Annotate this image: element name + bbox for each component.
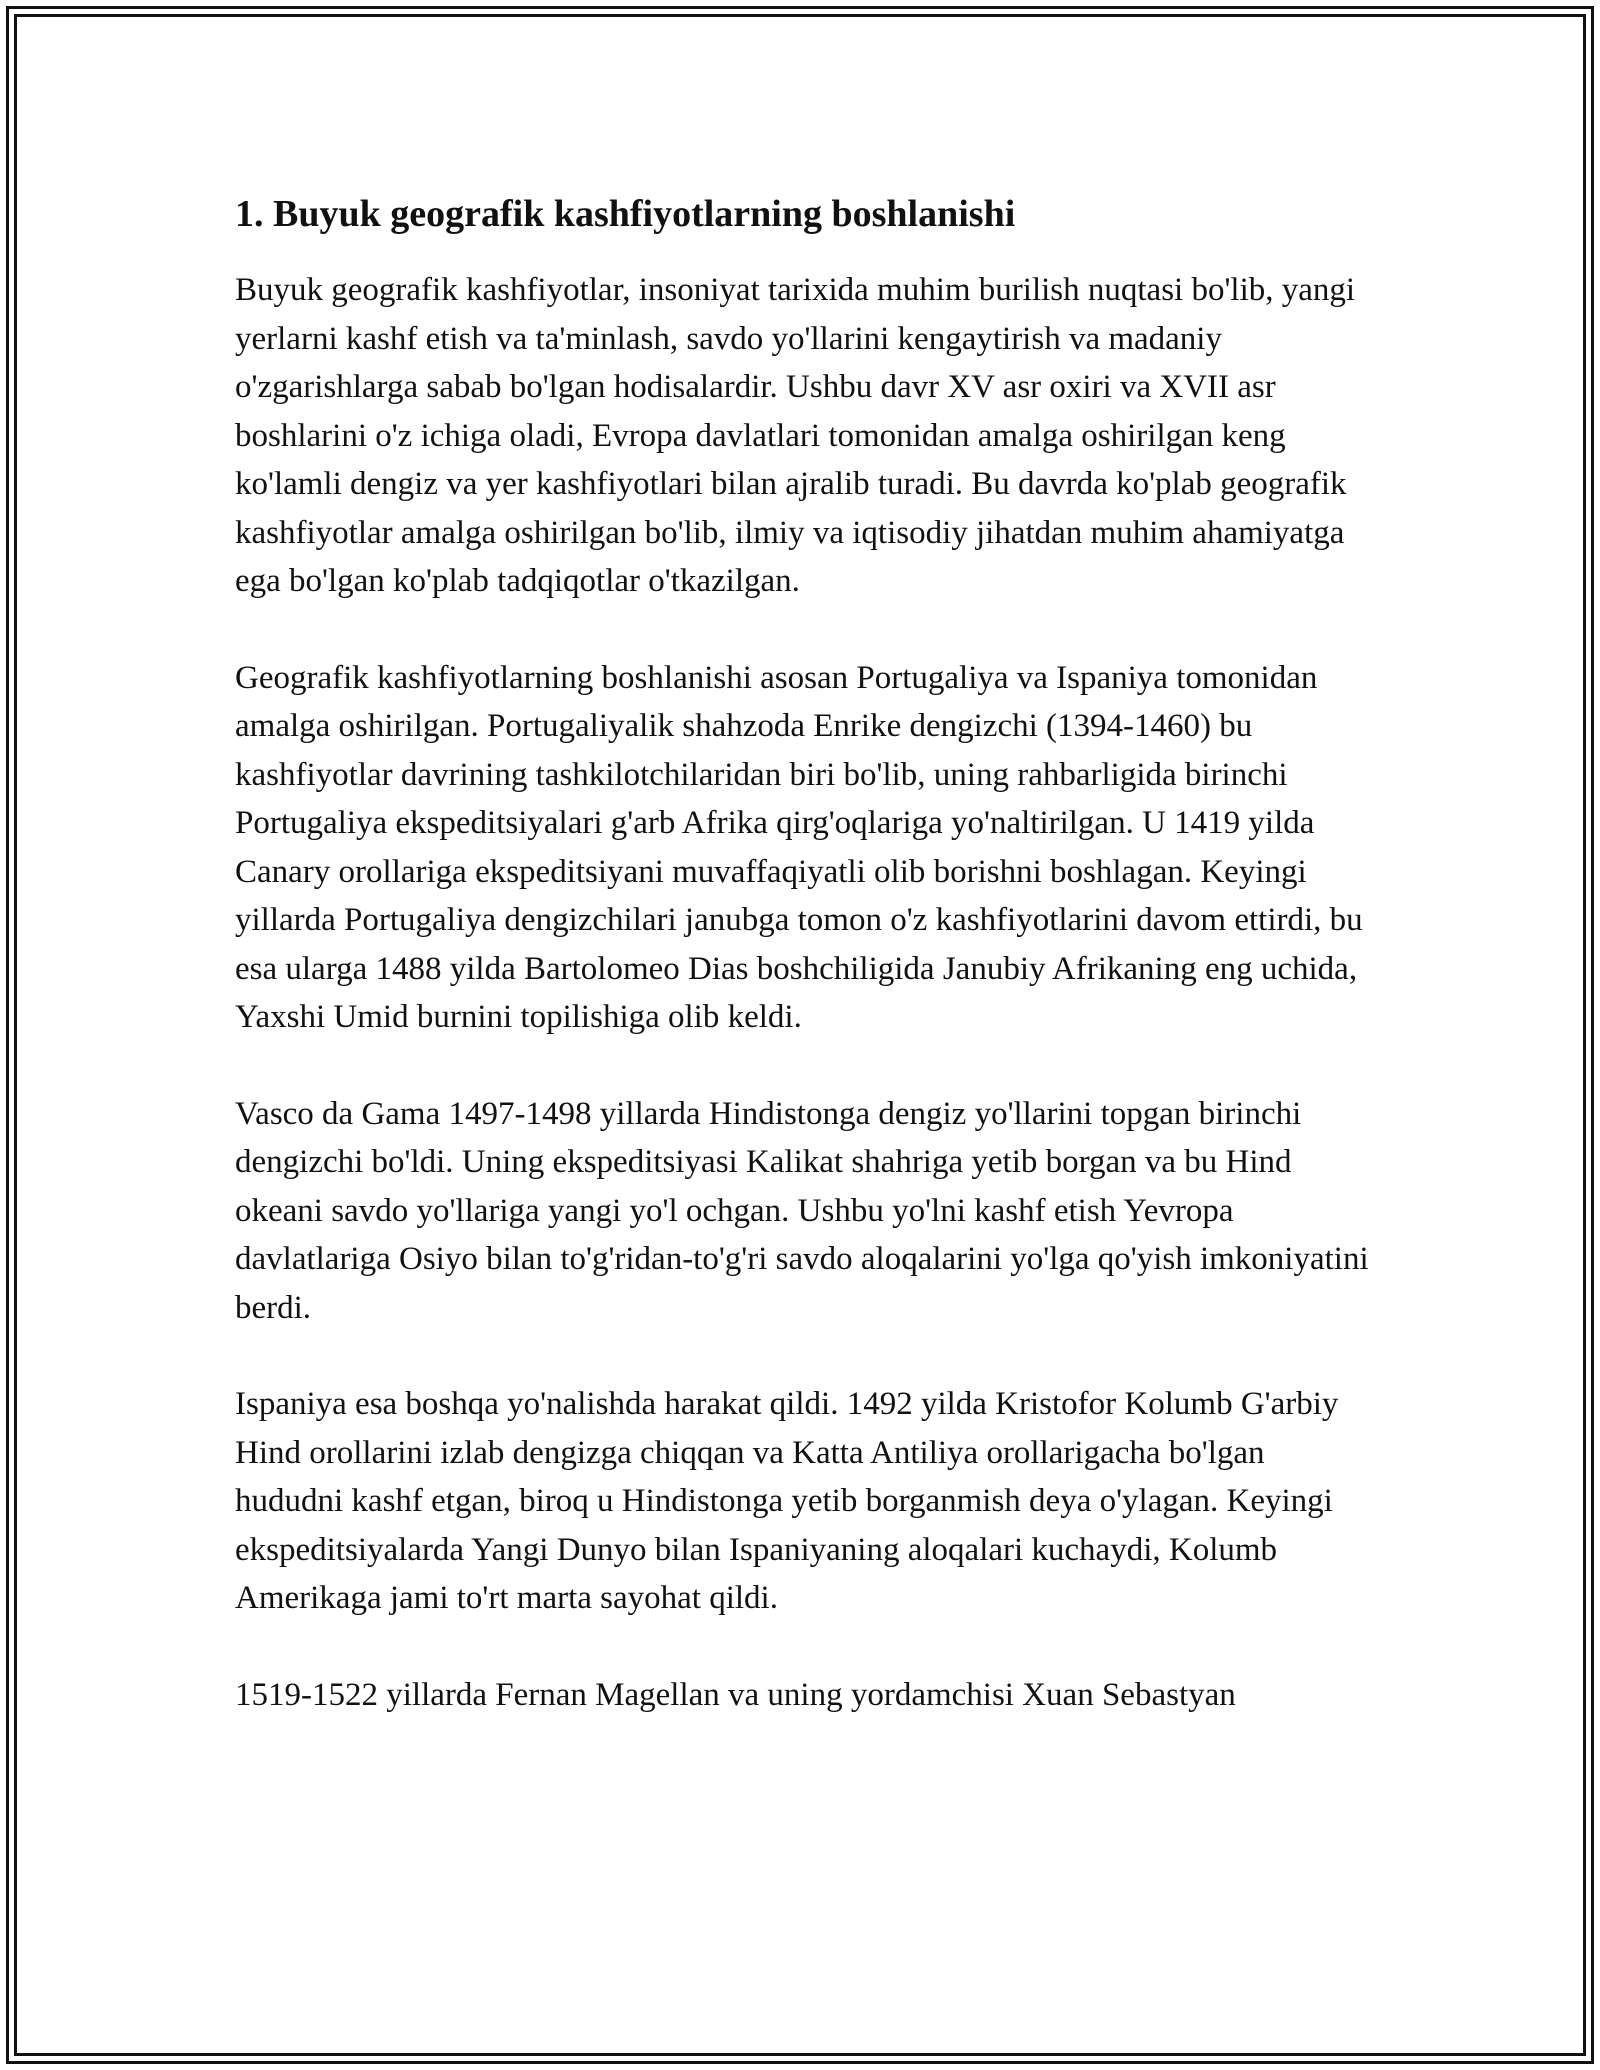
section-heading: 1. Buyuk geografik kashfiyotlarning boshlanishi [235, 193, 1016, 235]
paragraph-introduction: Buyuk geografik kashfiyotlar, insoniyat tarixida muhim burilish nuqtasi bo'lib, yangi yerlarni kashf etish va ta'minlash, savdo yo'llarini kengaytirish va madaniy o'zgarishlarga sabab bo'lgan hodisalardir. Ushbu davr XV asr oxiri va XVII asr boshlarini o'z ichiga oladi, Evropa davlatlari tomonidan amalga oshirilgan keng ko'lamli dengiz va yer kashfiyotlari bilan ajralib turadi. Bu davrda ko'plab geografik kashfiyotlar amalga oshirilgan bo'lib, ilmiy va iqtisodiy jihatdan muhim ahamiyatga ega bo'lgan ko'plab tadqiqotlar o'tkazilgan. [235, 272, 1356, 599]
paragraph-spain-columbus: Ispaniya esa boshqa yo'nalishda harakat qildi. 1492 yilda Kristofor Kolumb G'arbiy Hind orollarini izlab dengizga chiqqan va Katta Antiliya orollarigacha bo'lgan hududni kashf etgan, biroq u Hindistonga yetib borganmish deya o'ylagan. Keyingi ekspeditsiyalarda Yangi Dunyo bilan Ispaniyaning aloqalari kuchaydi, Kolumb Amerikaga jami to'rt marta sayohat qildi. [235, 1386, 1339, 1616]
paragraph-vasco-da-gama: Vasco da Gama 1497-1498 yillarda Hindistonga dengiz yo'llarini topgan birinchi dengizchi bo'ldi. Uning ekspeditsiyasi Kalikat shahriga yetib borgan va bu Hind okeani savdo yo'llariga yangi yo'l ochgan. Ushbu yo'lni kashf etish Yevropa davlatlariga Osiyo bilan to'g'ridan-to'g'ri savdo aloqalarini yo'lga qo'yish imkoniyatini berdi. [235, 1095, 1369, 1326]
paragraph-magellan: 1519-1522 yillarda Fernan Magellan va uning yordamchisi Xuan Sebastyan [235, 1676, 1236, 1713]
paragraph-portugal-spain: Geografik kashfiyotlarning boshlanishi asosan Portugaliya va Ispaniya tomonidan amalga oshirilgan. Portugaliyalik shahzoda Enrike dengizchi (1394-1460) bu kashfiyotlar davrining tashkilotchilaridan biri bo'lib, uning rahbarligida birinchi Portugaliya ekspeditsiyalari g'arb Afrika qirg'oqlariga yo'naltirilgan. U 1419 yilda Canary orollariga ekspeditsiyani muvaffaqiyatli olib borishni boshlagan. Keyingi yillarda Portugaliya dengizchilari janubga tomon o'z kashfiyotlarini davom ettirdi, bu esa ularga 1488 yilda Bartolomeo Dias boshchiligida Janubiy Afrikaning eng uchida, Yaxshi Umid burnini topilishiga olib keldi. [235, 659, 1363, 1035]
document-body [235, 186, 1370, 1719]
